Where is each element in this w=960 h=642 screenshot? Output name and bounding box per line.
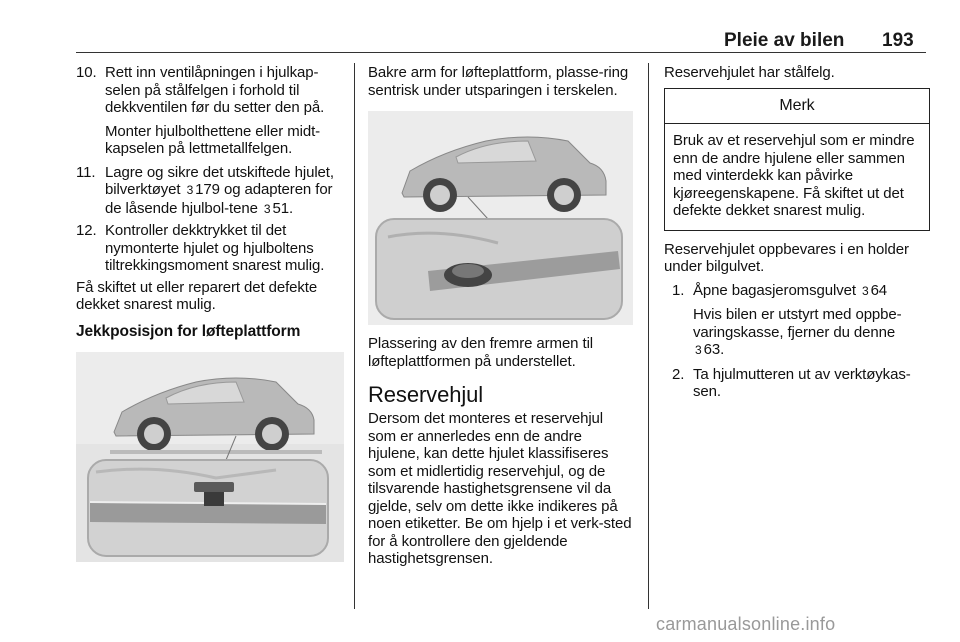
note-box <box>664 88 930 231</box>
column-2 <box>368 64 633 568</box>
step-note-text: Hvis bilen er utstyrt med oppbe-varingskasse, fjerner du denne <box>693 306 902 341</box>
page-reference[interactable]: 64 <box>870 281 888 299</box>
running-header-title: Pleie av bilen <box>724 30 845 51</box>
step-1-note <box>664 306 930 360</box>
column-divider <box>648 63 649 609</box>
lift-front-arm-illustration <box>368 111 633 325</box>
step-text-part: og adapteren for de låsende hjulbol-tene <box>105 181 333 217</box>
step-text-part: Lagre og sikre det utskiftede hjulet, bilverktøyet <box>105 163 334 198</box>
step-number: 12. <box>76 222 97 239</box>
step-number: 11. <box>76 163 96 181</box>
paragraph: Reservehjulet har stålfelg. <box>664 64 835 81</box>
step-10 <box>76 64 344 117</box>
step-number: 10. <box>76 64 97 81</box>
column-1 <box>76 64 344 562</box>
cross-reference-icon: 3 <box>186 183 194 197</box>
paragraph: Reservehjulet oppbevares i en holder under bilgulvet. <box>664 240 909 275</box>
watermark: carmanualsonline.info <box>656 614 836 634</box>
cross-reference-icon: 3 <box>861 283 869 298</box>
step-text <box>105 164 344 219</box>
paragraph: Bakre arm for løfteplattform, plasse-ring sentrisk under utsparingen i terskelen. <box>368 64 629 99</box>
step-text: Kontroller dekktrykket til det nymonterte hjulet og hjulboltens tiltrekkingsmoment snarest mulig. <box>105 222 325 274</box>
cross-reference-icon: 3 <box>695 343 702 357</box>
page-reference[interactable]: 63. <box>703 341 725 358</box>
step-text-part: Åpne bagasjeromsgulvet <box>693 281 856 299</box>
column-3 <box>664 64 930 401</box>
step-10-note: Monter hjulbolthettene eller midt-kapselen på lettmetallfelgen. <box>105 122 321 157</box>
paragraph: Dersom det monteres et reservehjul som er annerledes enn de andre hjulene, kan dette hjulet klassifiseres som et midlertidig reservehjul, og de tilsvarende hastighetsgrensene vil da gjelde, selv om dette ikke indikeres på noen etiketter. Be om hjelp i et verk-sted for å kontrollere den gjeldende hastighetsgrensen. <box>368 410 632 567</box>
step-number: 1. <box>672 281 685 299</box>
step-12 <box>76 222 344 275</box>
figure-caption: Plassering av den fremre armen til løfteplattformen på understellet. <box>368 335 594 370</box>
page-number: 193 <box>882 30 914 51</box>
lift-rear-arm-illustration <box>76 352 344 562</box>
step-1 <box>664 282 930 301</box>
cross-reference-icon: 3 <box>263 201 271 216</box>
subheading: Jekkposisjon for løfteplattform <box>76 322 301 340</box>
paragraph: Få skiftet ut eller reparert det defekte dekket snarest mulig. <box>76 278 318 313</box>
step-text: Rett inn ventilåpningen i hjulkap-selen på stålfelgen i forhold til dekkventilen før du setter den på. <box>105 64 325 116</box>
page-reference[interactable]: 179 <box>195 181 220 198</box>
step-text <box>693 282 930 301</box>
column-divider <box>354 63 355 609</box>
note-title: Merk <box>665 89 929 125</box>
step-11 <box>76 164 344 219</box>
step-text: Ta hjulmutteren ut av verktøykas-sen. <box>693 365 911 400</box>
section-heading: Reservehjul <box>368 382 484 407</box>
step-2 <box>664 366 930 401</box>
page-reference[interactable]: 51. <box>272 199 294 217</box>
step-number: 2. <box>672 365 685 383</box>
note-body: Bruk av et reservehjul som er mindre enn de andre hjulene eller sammen med vinterdekk kan påvirke kjøreegenskapene. Få skiftet ut det defekte dekket snarest mulig. <box>673 132 915 219</box>
header-rule <box>76 52 926 53</box>
